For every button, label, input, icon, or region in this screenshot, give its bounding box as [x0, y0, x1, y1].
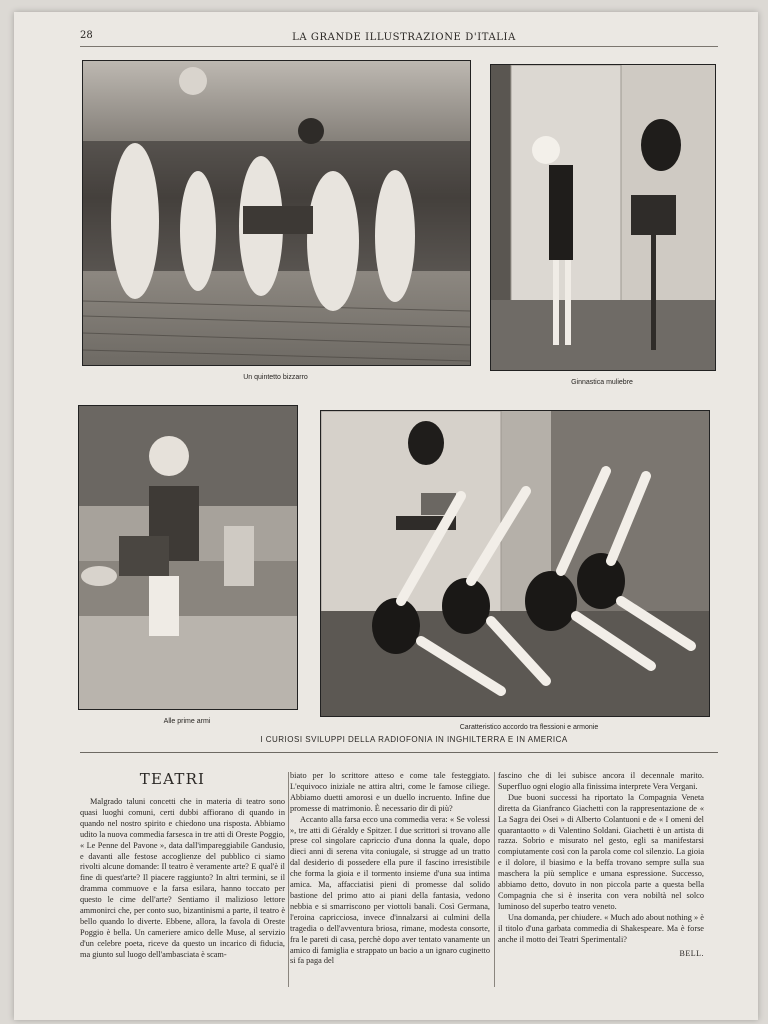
- col3-paragraph-2: Due buoni successi ha riportato la Compagnia Veneta diretta da Gianfranco Giachetti con la rappresentazione de « La Sagra dei Osei » di Alberto Colantuoni e de « I omeni del quarantaotto » di Valentino Soldani. Giachetti è un artista di razza. Sobrio e misurato nel gesto, egli sa manifestarsi compiutamente così con la parola come col silenzio. La gioia e il dolore, il biasimo e la beffa trovano sempre sulla sua maschera la più semplice e umana espressione. Successo, abbiamo detto, dovuto in non piccola parte a questa bella Compagnia che si è inserita con vera nobiltà nel solco luminoso del superbo teatro veneto.: [498, 792, 704, 911]
- caption-ginnastica: Ginnastica muliebre: [571, 379, 633, 386]
- caption-prime-armi: Alle prime armi: [163, 718, 211, 725]
- main-caption: I CURIOSI SVILUPPI DELLA RADIOFONIA IN INGHILTERRA E IN AMERICA: [260, 735, 568, 744]
- publication-title: LA GRANDE ILLUSTRAZIONE D'ITALIA: [292, 32, 516, 43]
- photo-accordo: [320, 410, 710, 717]
- magazine-page: [14, 12, 758, 1020]
- photo-quintetto: [82, 60, 471, 366]
- article-column-3: [498, 771, 704, 959]
- article-title: TEATRI: [139, 770, 206, 788]
- page-number: 28: [80, 30, 93, 41]
- col3-paragraph-3: Una domanda, per chiudere. « Much ado about nothing » è il titolo d'una garbata commedia di Shakespeare. Ma è forse anche il motto dei Teatri Sperimentali?: [498, 912, 704, 944]
- column-divider: [494, 772, 495, 987]
- article-column-1: [80, 797, 285, 961]
- author-signature: BELL.: [679, 948, 704, 958]
- caption-accordo: Caratteristico accordo tra flessioni e armonie: [459, 724, 599, 731]
- header-rule: [80, 46, 718, 47]
- photo-ginnastica: [490, 64, 716, 371]
- col3-paragraph-1: fascino che di lei subisce ancora il decennale marito. Superfluo ogni elogio alla finissima interprete Vera Vergani.: [498, 771, 704, 791]
- col2-paragraph-1: biato per lo scrittore atteso e come tale festeggiato. L'equivoco iniziale ne attira altri, come le famose ciliege. Abbiamo duetti amorosi e un duello incruento. Infine due promesse di matrimonio. È necessario dir di più?: [290, 771, 490, 813]
- caption-quintetto: Un quintetto bizzarro: [243, 374, 308, 381]
- col1-paragraph: Malgrado taluni concetti che in materia di teatro sono quasi luoghi comuni, certi dubbi affiorano di quando in quando nel nostro spirito e chiedono una risposta. Abbiamo udito la nuova commedia farsesca in tre atti di Oreste Poggio, « Le Penne del Pavone », data dall'impareggiabile Gandusio, e davanti alle festose accoglienze del pubblico ci siamo rivolti alcune domande: Il teatro è veramente arte? E qual'è il fine di quest'arte? Il piacere raggiunto? In altri termini, se il dramma commuove e la farsa esilara, hanno toccato per questo le cime dell'arte? Sentiamo il malizioso lettore ammonirci che, per conto suo, bizantinismi a parte, il teatro è bello quando lo diverte. Ebbene, allora, la favola di Oreste Poggio è bella. Un cameriere amico delle Muse, al servizio d'un celebre poeta, riceve da questo un incarico di fiducia, ma giunto sul luogo dell'ambasciata è scam-: [80, 797, 285, 959]
- column-divider: [288, 772, 289, 987]
- col2-paragraph-2: Accanto alla farsa ecco una commedia vera: « Se volessi », tre atti di Géraldy e Spitzer. I due scrittori si trovano alle prese col singolare capriccio d'una donna la quale, dopo dieci anni di serena vita coniugale, si strugge ad un tratto dal desiderio di possedere ella pure il fascino irresistibile che forma la gioia e il tormento insieme d'una sua intima amica. Ma, affacciatisi pieni di promesse dal solido bastione del primo atto ai piani della fantasia, vedono nebbia e si smarriscono per viottoli banali. Così Germana, l'eroina capricciosa, invece d'innalzarsi ai culmini della tragedia o dell'avventura briosa, rimane, modesta consorte, fra le pareti di casa, perchè dopo aver tentato vanamente un amico di famiglia e strappato un bacio a un ignaro cuginetto si fa paga del: [290, 814, 490, 966]
- section-rule: [80, 752, 718, 753]
- article-column-2: [290, 771, 490, 967]
- photo-prime-armi: [78, 405, 298, 710]
